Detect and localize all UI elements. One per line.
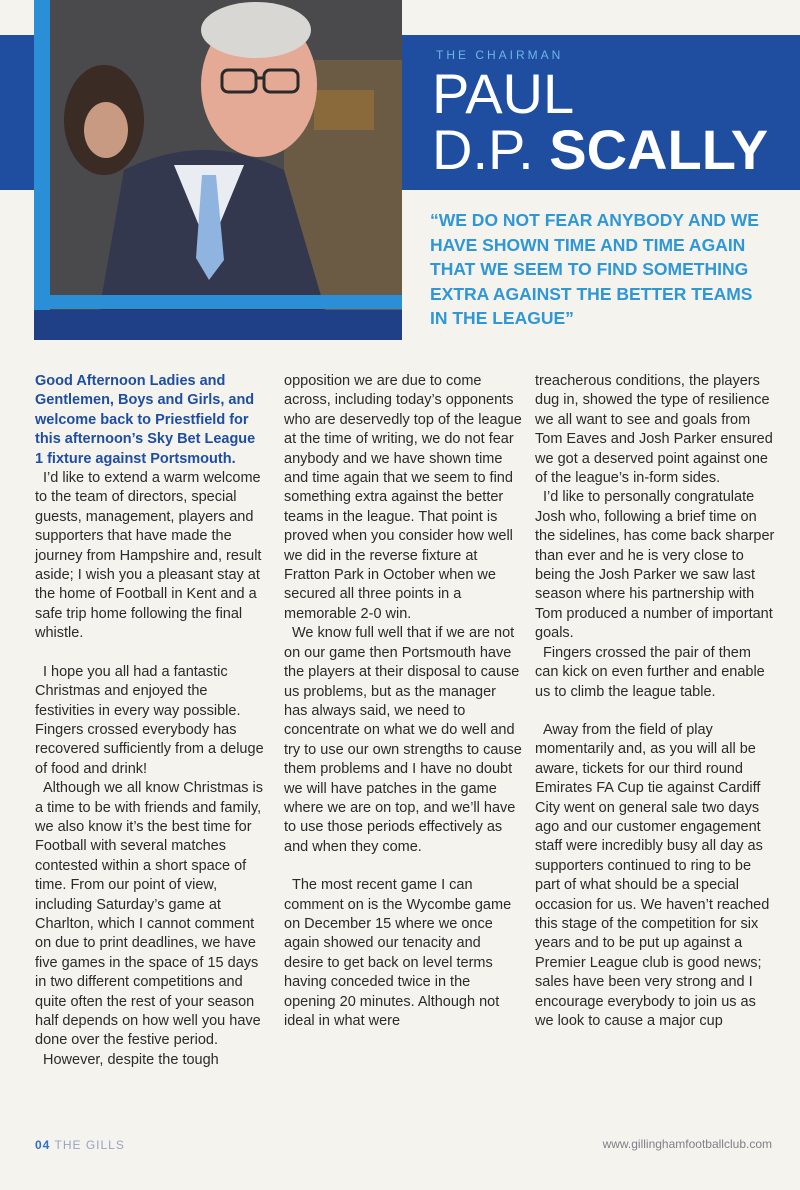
website-url: www.gillinghamfootballclub.com (602, 1137, 772, 1151)
article-column-2 (284, 372, 522, 1031)
paragraph: We know full well that if we are not on our game then Portsmouth have the players at their disposal to cause us problems, but as the manager has always said, we need to concentrate on what we do well and try to use our own strengths to cause them problems and I have no doubt we will have patches in the game where we are on top, and we’ll have to use those periods effectively as and when they come. (284, 625, 522, 855)
section-kicker: THE CHAIRMAN (436, 48, 564, 62)
chairman-portrait-photo (34, 0, 402, 340)
article-column-1 (35, 372, 267, 1070)
article-column-3 (535, 372, 775, 1031)
chairman-surname: SCALLY (549, 118, 769, 181)
paragraph: opposition we are due to come across, including today’s opponents who are deservedly top of the league at the time of writing, we do not fear anybody and we have shown time and time again that we seem to find something extra against the better teams in the league. That point is proved when you consider how well we did in the reverse fixture at Fratton Park in October when we secured all three points in a memorable 2-0 win. (284, 373, 522, 622)
chairman-initials: D.P. (432, 118, 550, 181)
page-number: 04 (35, 1138, 51, 1152)
chairman-surname-line (432, 118, 769, 181)
paragraph: I’d like to extend a warm welcome to the team of directors, special guests, management, players and supporters that have made the journey from Hampshire and, result aside; I wish you a pleasant stay at the home of Football in Kent and a safe trip home following the final whistle. (35, 470, 262, 642)
pull-quote: “WE DO NOT FEAR ANYBODY AND WE HAVE SHOWN TIME AND TIME AGAIN THAT WE SEEM TO FIND SOMETHING EXTRA AGAINST THE BETTER TEAMS IN THE LEAGUE” (430, 210, 759, 328)
paragraph: Although we all know Christmas is a time to be with friends and family, we also know it’s the best time for Football with several matches contested within a short space of time. From our point of view, including Saturday’s game at Charlton, which I cannot comment on due to print deadlines, we have five games in the space of 15 days in two different competitions and quite often the rest of your season half depends on how well you have done over the festive period. (35, 780, 264, 1049)
paragraph: The most recent game I can comment on is the Wycombe game on December 15 where we once again showed our tenacity and desire to get back on level terms having conceded twice in the opening 20 minutes. Although not ideal in what were (284, 877, 512, 1029)
paragraph: I hope you all had a fantastic Christmas and enjoyed the festivities in every way possible. Fingers crossed everybody has recovered sufficiently from a deluge of food and drink! (35, 663, 264, 777)
paragraph: I’d like to personally congratulate Josh who, following a brief time on the sidelines, has come back sharper than ever and he is very close to being the Josh Parker we saw last season where his partnership with Tom produced a number of important goals. (535, 489, 775, 642)
portrait-illustration (34, 0, 402, 340)
publication-name: THE GILLS (54, 1138, 125, 1152)
paragraph: However, despite the tough (43, 1051, 219, 1068)
paragraph: Fingers crossed the pair of them can kick on even further and enable us to climb the league table. (535, 644, 765, 700)
paragraph: treacherous conditions, the players dug in, showed the type of resilience we all want to see and goals from Tom Eaves and Josh Parker ensured we got a deserved point against one of the league’s in-form sides. (535, 373, 773, 487)
paragraph: Away from the field of play momentarily and, as you will all be aware, tickets for our third round Emirates FA Cup tie against Cardiff City went on general sale two days ago and our customer engagement staff were incredibly busy all day as supporters continued to ring to be part of what should be a special occasion for us. We haven’t reached this stage of the competition for six years and to be put up against a Premier League club is good news; sales have been very strong and I encourage everybody to join us as we look to cause a major cup (535, 721, 770, 1029)
chairman-first-name: PAUL (432, 62, 575, 125)
header-band-left (0, 35, 34, 190)
page-folio (35, 1138, 125, 1152)
article-lead: Good Afternoon Ladies and Gentlemen, Boys and Girls, and welcome back to Priestfield for this afternoon’s Sky Bet League 1 fixture against Portsmouth. (35, 373, 256, 467)
